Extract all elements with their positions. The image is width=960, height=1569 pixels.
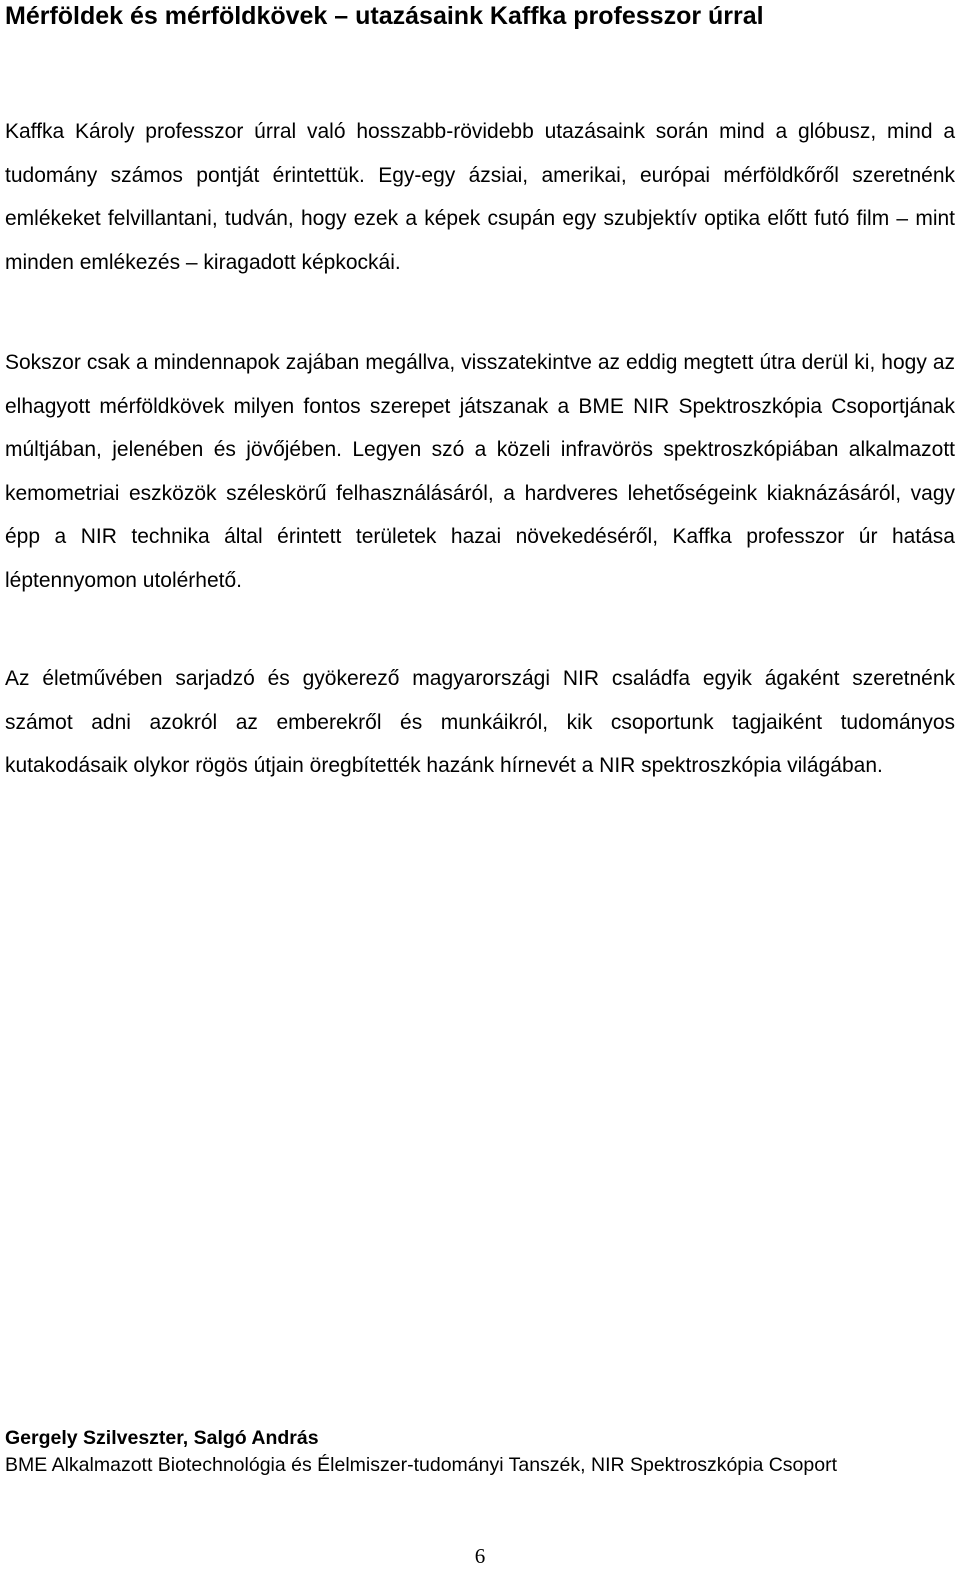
intro-paragraph: Kaffka Károly professzor úrral való hosszabb-rövidebb utazásaink során mind a glóbusz, mind a tudomány számos pontját érintettük. Egy-egy ázsiai, amerikai, európai mérföldkőről szeretnénk emlékeket felvillantani, tudván, hogy ezek a képek csupán egy szubjektív optika előtt futó film – mint minden emlékezés – kiragadott képkockái.	[5, 120, 955, 274]
closing-paragraph: Az életművében sarjadzó és gyökerező magyarországi NIR családfa egyik ágaként szeretnénk számot adni azokról az emberekről és munkáikról, kik csoportunk tagjaiként tudományos kutakodásaik olykor rögös útjain öregbítették hazánk hírnevét a NIR spektroszkópia világában.	[5, 667, 955, 778]
authors: Gergely Szilveszter, Salgó András	[5, 1427, 319, 1449]
page-number: 6	[474, 1544, 486, 1568]
page-title: Mérföldek és mérföldkövek – utazásaink Kaffka professzor úrral	[5, 2, 764, 30]
body-paragraph: Sokszor csak a mindennapok zajában megállva, visszatekintve az eddig megtett útra derül ki, hogy az elhagyott mérföldkövek milyen fontos szerepet játszanak a BME NIR Spektroszkópia Csoportjának múltjában, jelenében és jövőjében. Legyen szó a közeli infravörös spektroszkópiában alkalmazott kemometriai eszközök széleskörű felhasználásáról, a hardveres lehetőségeink kiaknázásáról, vagy épp a NIR technika által érintett területek hazai növekedéséről, Kaffka professzor úr hatása léptennyomon utolérhető.	[5, 351, 955, 592]
affiliation: BME Alkalmazott Biotechnológia és Élelmiszer-tudományi Tanszék, NIR Spektroszkópia Csoport	[5, 1454, 838, 1476]
signature-block	[5, 1425, 955, 1479]
